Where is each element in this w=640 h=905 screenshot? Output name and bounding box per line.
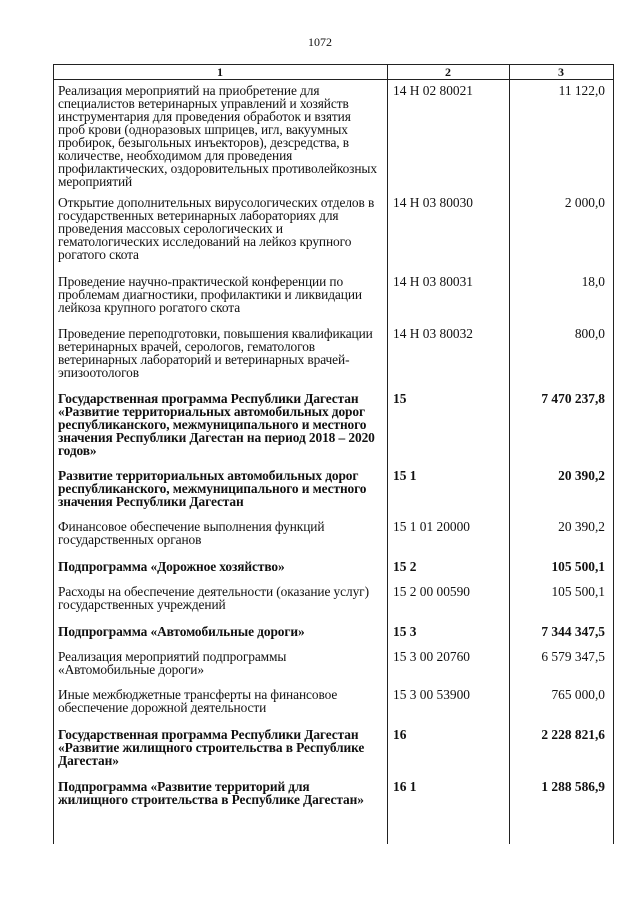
row-code: 14 Н 02 80021 <box>393 83 473 98</box>
row-amount: 105 500,1 <box>551 559 605 574</box>
row-code: 15 1 <box>393 468 417 483</box>
row-amount: 1 288 586,9 <box>541 779 605 794</box>
column-header-2: 2 <box>445 65 451 79</box>
row-code: 15 1 01 20000 <box>393 519 470 534</box>
row-code: 14 Н 03 80032 <box>393 326 473 341</box>
row-amount: 20 390,2 <box>558 468 605 483</box>
row-amount: 18,0 <box>581 274 605 289</box>
row-name: Расходы на обеспечение деятельности (оказание услуг) государственных учреждений <box>58 584 369 612</box>
row-code: 16 <box>393 727 407 742</box>
row-code: 15 3 00 20760 <box>393 649 470 664</box>
row-name: Развитие территориальных автомобильных дорог республиканского, межмуниципального и местного значения Республики Дагестан <box>58 468 367 509</box>
row-amount: 800,0 <box>574 326 605 341</box>
row-amount: 11 122,0 <box>558 83 605 98</box>
row-code: 15 3 <box>393 624 417 639</box>
row-amount: 7 344 347,5 <box>541 624 605 639</box>
row-name: Проведение переподготовки, повышения квалификации ветеринарных врачей, серологов, гематологов ветеринарных лабораторий и ветеринарных врачей-эпизоотологов <box>58 326 373 380</box>
row-name: Проведение научно-практической конференции по проблемам диагностики, профилактики и ликвидации лейкоза крупного рогатого скота <box>58 274 362 315</box>
row-code: 15 3 00 53900 <box>393 687 470 702</box>
table-right-border <box>613 64 614 844</box>
row-amount: 20 390,2 <box>558 519 605 534</box>
row-code: 14 Н 03 80030 <box>393 195 473 210</box>
row-code: 16 1 <box>393 779 417 794</box>
row-amount: 765 000,0 <box>551 687 605 702</box>
row-code: 15 <box>393 391 407 406</box>
budget-table <box>53 64 613 844</box>
column-divider-2 <box>509 64 510 844</box>
row-amount: 105 500,1 <box>551 584 605 599</box>
row-code: 15 2 <box>393 559 417 574</box>
column-header-3: 3 <box>558 65 564 79</box>
row-name: Подпрограмма «Развитие территорий для жилищного строительства в Республике Дагестан» <box>58 779 364 807</box>
row-amount: 2 228 821,6 <box>541 727 605 742</box>
row-name: Подпрограмма «Автомобильные дороги» <box>58 624 305 639</box>
row-name: Подпрограмма «Дорожное хозяйство» <box>58 559 285 574</box>
row-code: 15 2 00 00590 <box>393 584 470 599</box>
row-name: Реализация мероприятий подпрограммы «Автомобильные дороги» <box>58 649 287 677</box>
row-amount: 2 000,0 <box>564 195 605 210</box>
row-name: Государственная программа Республики Дагестан «Развитие жилищного строительства в Республике Дагестан» <box>58 727 365 768</box>
column-header-1: 1 <box>217 65 223 79</box>
row-code: 14 Н 03 80031 <box>393 274 473 289</box>
table-left-border <box>53 64 54 844</box>
column-divider-1 <box>387 64 388 844</box>
page-number: 1072 <box>308 35 332 49</box>
row-name: Иные межбюджетные трансферты на финансовое обеспечение дорожной деятельности <box>58 687 338 715</box>
row-name: Государственная программа Республики Дагестан «Развитие территориальных автомобильных дорог республиканского, межмуниципального и местного значения Республики Дагестан на период 2018 – 2020 годов» <box>58 391 375 458</box>
row-name: Финансовое обеспечение выполнения функций государственных органов <box>58 519 325 547</box>
row-name: Открытие дополнительных вирусологических отделов в государственных ветеринарных лабораториях для проведения массовых серологических и гематологических исследований на лейкоз крупного рогатого скота <box>58 195 375 262</box>
row-amount: 6 579 347,5 <box>541 649 605 664</box>
row-name: Реализация мероприятий на приобретение для специалистов ветеринарных управлений и хозяйств инструментария для проведения обработок и взятия проб крови (одноразовых шприцев, игл, вакуумных пробирок, безыгольных инъекторов), дезсредства, в количестве, необходимом для проведения профилактических, оздоровительных противолейкозных мероприятий <box>58 83 377 189</box>
row-amount: 7 470 237,8 <box>541 391 605 406</box>
